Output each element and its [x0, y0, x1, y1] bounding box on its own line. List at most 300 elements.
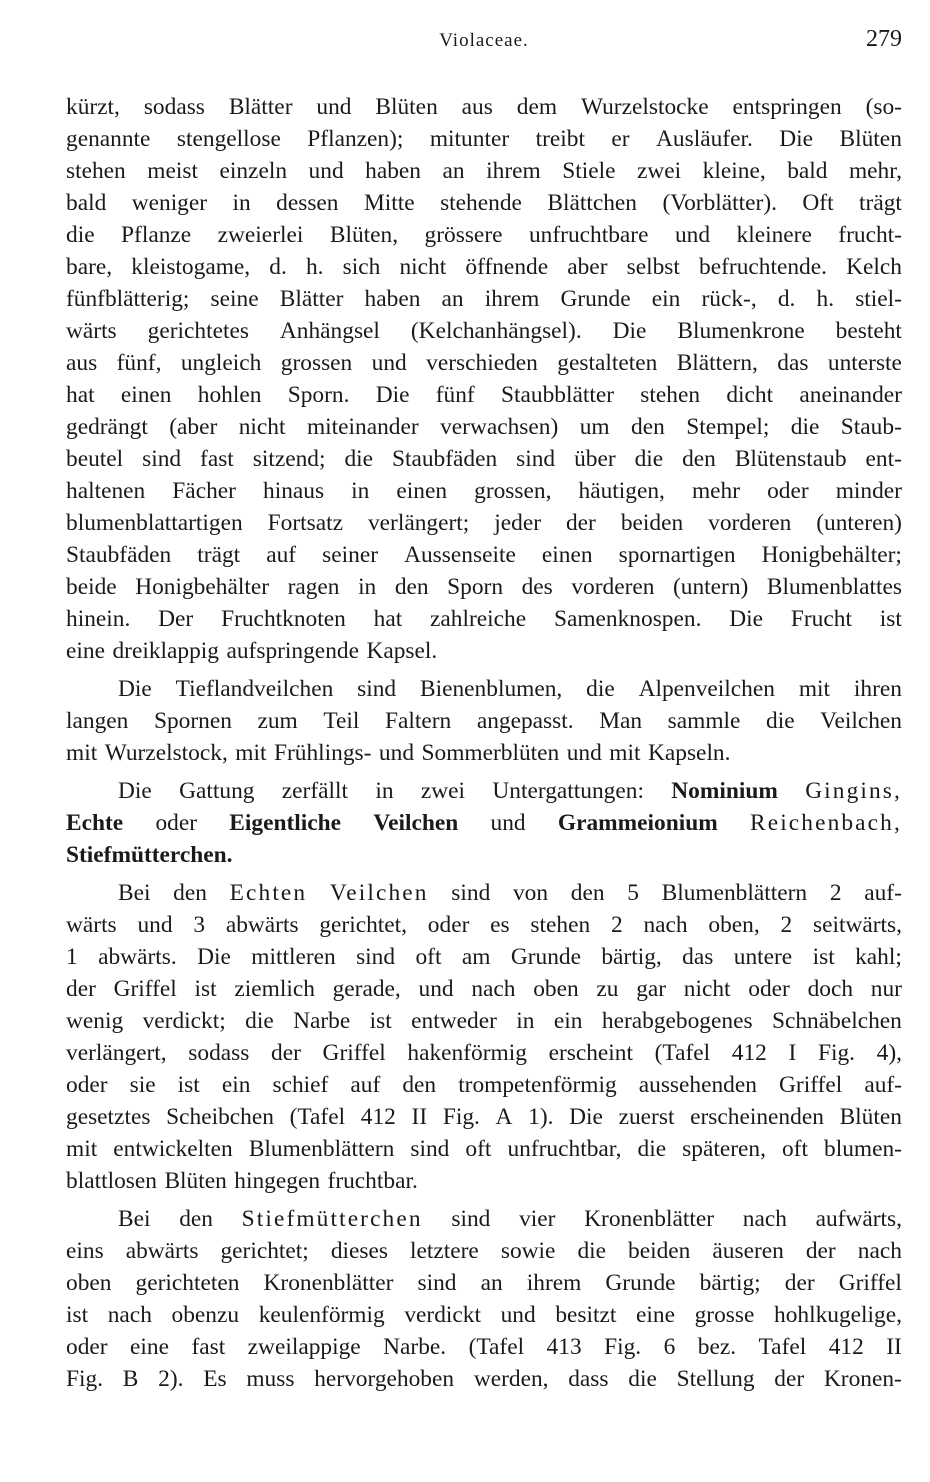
- word: Blättchen: [547, 190, 637, 216]
- word: bärtig;: [699, 1270, 761, 1296]
- word: oben: [66, 1270, 112, 1296]
- word: verlängert,: [66, 1040, 167, 1066]
- word: das: [777, 350, 809, 376]
- word: besitzt: [555, 1302, 617, 1328]
- word: Sporn.: [287, 382, 350, 408]
- word: 4),: [876, 1040, 902, 1066]
- word: letztere: [410, 1238, 479, 1264]
- word: bald: [787, 158, 828, 184]
- word: obenzu: [171, 1302, 240, 1328]
- word: mit: [798, 676, 831, 702]
- word: grössere: [424, 222, 503, 248]
- word: ein: [651, 286, 681, 312]
- body-text: [66, 91, 902, 1395]
- word: Untergattungen:: [492, 778, 644, 804]
- word: Blumenkrone: [677, 318, 805, 344]
- word: des: [521, 574, 553, 600]
- text-line: [66, 91, 902, 123]
- word: (untern): [672, 574, 749, 600]
- text-line: [66, 973, 902, 1005]
- word: Honigbehälter;: [761, 542, 902, 568]
- word: besteht: [835, 318, 902, 344]
- word: unfruchtbare: [528, 222, 649, 248]
- word: sind: [142, 446, 182, 472]
- word: 413: [546, 1334, 582, 1360]
- word: zahlreiche: [430, 606, 527, 632]
- word: Gattung: [179, 778, 255, 804]
- text-line: [66, 475, 902, 507]
- word: einen: [541, 542, 593, 568]
- word: verwachsen): [440, 414, 559, 440]
- text-line: [66, 1069, 902, 1101]
- word: Grammeionium: [557, 810, 718, 836]
- word: wenig: [66, 1008, 124, 1034]
- word: sie: [129, 1072, 156, 1098]
- word: Griffel: [322, 1040, 386, 1066]
- word: oben: [533, 976, 579, 1002]
- word: sind: [410, 1136, 450, 1162]
- text-line: [66, 603, 902, 635]
- word: h.: [816, 286, 835, 312]
- word: seine: [210, 286, 259, 312]
- word: das: [682, 944, 714, 970]
- word: II: [886, 1334, 902, 1360]
- word: und: [378, 740, 415, 766]
- word: Grunde: [560, 286, 631, 312]
- word: Honigbehälter: [135, 574, 270, 600]
- word: ent-: [865, 446, 902, 472]
- word: über: [574, 446, 616, 472]
- word: oft: [465, 1136, 492, 1162]
- word: Staubfäden: [391, 446, 498, 472]
- word: sind: [451, 880, 491, 906]
- word: ist: [66, 1302, 89, 1328]
- word: Grunde: [605, 1270, 676, 1296]
- word: Fortsatz: [267, 510, 344, 536]
- page-header: [66, 26, 902, 60]
- word: II: [411, 1104, 428, 1130]
- word: beutel: [66, 446, 124, 472]
- word: der: [784, 1270, 815, 1296]
- word: langen: [66, 708, 129, 734]
- text-line: [66, 1005, 902, 1037]
- word: eine: [130, 1334, 169, 1360]
- word: auf-: [864, 880, 902, 906]
- text-line: [66, 283, 902, 315]
- word: Stellung: [676, 1366, 755, 1392]
- word: hat: [373, 606, 403, 632]
- word: die: [634, 446, 664, 472]
- word: Veilchen: [329, 880, 429, 906]
- word: in: [351, 478, 370, 504]
- text-line: [66, 155, 902, 187]
- word: muss: [246, 1366, 295, 1392]
- word: kleistogame,: [131, 254, 251, 280]
- word: kürzt,: [66, 94, 120, 120]
- word: oder: [767, 478, 809, 504]
- word: aus: [461, 94, 493, 120]
- word: zwei: [420, 778, 466, 804]
- word: 2: [829, 880, 842, 906]
- word: den: [631, 414, 665, 440]
- word: Blätter: [279, 286, 344, 312]
- word: Sommerblüten: [421, 740, 560, 766]
- word: die: [577, 1238, 607, 1264]
- word: gerichtet;: [220, 1238, 309, 1264]
- word: und: [371, 350, 407, 376]
- word: nach: [742, 1206, 787, 1232]
- text-line: [66, 1203, 902, 1235]
- word: Der: [158, 606, 194, 632]
- text-line: [66, 705, 902, 737]
- word: spornartigen: [618, 542, 736, 568]
- word: einen: [120, 382, 172, 408]
- word: erscheinenden: [690, 1104, 824, 1130]
- word: sowie: [500, 1238, 556, 1264]
- word: an: [441, 286, 464, 312]
- word: angepasst.: [476, 708, 574, 734]
- word: fast: [191, 1334, 226, 1360]
- text-line: [66, 251, 902, 283]
- word: blumen-: [824, 1136, 902, 1162]
- text-line: [66, 411, 902, 443]
- word: ist: [369, 1008, 392, 1034]
- word: miteinander: [306, 414, 419, 440]
- word: haben: [365, 158, 422, 184]
- word: Spornen: [153, 708, 232, 734]
- word: gerichtet,: [319, 912, 408, 938]
- word: Faltern: [384, 708, 452, 734]
- text-line: [66, 1267, 902, 1299]
- text-line: [66, 1101, 902, 1133]
- word: aneinander: [799, 382, 902, 408]
- word: Die: [779, 126, 814, 152]
- word: verlängert;: [367, 510, 470, 536]
- text-line: [66, 443, 902, 475]
- word: (Tafel: [289, 1104, 346, 1130]
- word: oder: [427, 912, 470, 938]
- word: auf-: [864, 1072, 902, 1098]
- word: verschieden: [426, 350, 538, 376]
- word: Veilchen: [373, 810, 459, 836]
- word: 412: [731, 1040, 767, 1066]
- word: Veilchen: [820, 708, 902, 734]
- word: späteren,: [682, 1136, 766, 1162]
- word: (Kelchanhängsel).: [410, 318, 582, 344]
- word: stehen: [66, 158, 126, 184]
- word: hakenförmig: [407, 1040, 527, 1066]
- word: einzeln: [219, 158, 288, 184]
- word: (Vorblätter).: [662, 190, 777, 216]
- word: Reichenbach,: [750, 810, 902, 836]
- word: ziemlich: [234, 976, 315, 1002]
- word: Blättern,: [676, 350, 758, 376]
- word: der: [565, 510, 596, 536]
- word: grossen,: [474, 478, 552, 504]
- word: ihrem: [486, 158, 541, 184]
- word: ist: [879, 606, 902, 632]
- text-line: [66, 1331, 902, 1363]
- word: hinein.: [66, 606, 131, 632]
- word: meist: [147, 158, 198, 184]
- text-line: [66, 737, 902, 769]
- word: und: [137, 912, 173, 938]
- word: Eigentliche: [229, 810, 342, 836]
- word: hinaus: [263, 478, 325, 504]
- word: zweilappige: [247, 1334, 361, 1360]
- word: Blüten: [375, 94, 438, 120]
- word: die: [766, 708, 795, 734]
- word: oder: [66, 1072, 108, 1098]
- word: zum: [257, 708, 298, 734]
- word: d.: [777, 286, 796, 312]
- word: frucht-: [838, 222, 902, 248]
- word: weniger: [131, 190, 208, 216]
- word: nicht: [683, 976, 731, 1002]
- word: Man: [599, 708, 643, 734]
- word: dessen: [276, 190, 339, 216]
- word: blattlosen: [66, 1168, 157, 1194]
- word: sind: [451, 1206, 491, 1232]
- word: dicht: [726, 382, 774, 408]
- word: Kelch: [846, 254, 902, 280]
- word: bärtig,: [601, 944, 662, 970]
- word: seiner: [322, 542, 379, 568]
- word: den: [570, 880, 605, 906]
- word: Griffel: [779, 1072, 843, 1098]
- word: Wurzelstock,: [104, 740, 228, 766]
- word: Nominium: [671, 778, 778, 804]
- word: oder: [66, 1334, 108, 1360]
- word: jeder: [494, 510, 542, 536]
- word: Stiele: [562, 158, 616, 184]
- word: stehen: [530, 912, 591, 938]
- word: Stiefmütterchen.: [66, 842, 233, 868]
- text-line: [66, 315, 902, 347]
- word: trägt: [859, 190, 902, 216]
- word: fünfblätterig;: [66, 286, 190, 312]
- word: Fächer: [172, 478, 236, 504]
- word: ein: [553, 1008, 583, 1034]
- word: Die: [612, 318, 647, 344]
- word: sammle: [667, 708, 741, 734]
- word: 6: [663, 1334, 676, 1360]
- word: befruchtende.: [699, 254, 827, 280]
- word: doch: [807, 976, 854, 1002]
- word: zuerst: [618, 1104, 675, 1130]
- word: sind: [417, 1270, 457, 1296]
- word: kleine,: [702, 158, 766, 184]
- word: erscheint: [548, 1040, 633, 1066]
- word: fruchtbar.: [327, 1168, 418, 1194]
- page-number: 279: [866, 26, 902, 52]
- word: Echte: [66, 810, 124, 836]
- word: Fig.: [817, 1040, 856, 1066]
- word: Es: [203, 1366, 227, 1392]
- word: Tafel: [758, 1334, 807, 1360]
- word: (Tafel: [468, 1334, 525, 1360]
- word: Die: [569, 1104, 603, 1130]
- word: haltenen: [66, 478, 146, 504]
- word: 1).: [528, 1104, 554, 1130]
- word: grosse: [694, 1302, 755, 1328]
- text-line: [66, 379, 902, 411]
- word: entweder: [411, 1008, 497, 1034]
- word: hohlkugelige,: [774, 1302, 902, 1328]
- text-line: [66, 775, 902, 807]
- word: mitunter: [429, 126, 510, 152]
- word: Blumenblattes: [766, 574, 902, 600]
- word: dem: [516, 94, 558, 120]
- word: Kronen-: [823, 1366, 902, 1392]
- word: Blüten,: [329, 222, 399, 248]
- word: in: [375, 778, 394, 804]
- word: ist: [177, 1072, 200, 1098]
- word: herabgebogenes: [601, 1008, 753, 1034]
- word: 3: [193, 912, 206, 938]
- word: h.: [305, 254, 324, 280]
- word: oder: [748, 976, 790, 1002]
- word: sind: [516, 446, 556, 472]
- word: Fig.: [442, 1104, 480, 1130]
- word: mehr: [691, 478, 741, 504]
- word: die: [790, 414, 820, 440]
- word: auf: [266, 542, 297, 568]
- word: kleinere: [736, 222, 812, 248]
- word: Die: [118, 778, 152, 804]
- word: sodass: [188, 1040, 250, 1066]
- word: ist: [194, 976, 217, 1002]
- text-line: [66, 1235, 902, 1267]
- word: die: [245, 1008, 274, 1034]
- word: der: [271, 1040, 301, 1066]
- word: ihrem: [526, 1270, 582, 1296]
- word: Stempel;: [686, 414, 770, 440]
- word: aufwärts,: [815, 1206, 902, 1232]
- word: den: [179, 1206, 213, 1232]
- word: ist: [812, 944, 835, 970]
- text-line: [66, 219, 902, 251]
- word: untere: [733, 944, 793, 970]
- word: zerfällt: [281, 778, 349, 804]
- word: aber: [567, 254, 608, 280]
- word: eine: [66, 638, 105, 664]
- word: eine: [636, 1302, 675, 1328]
- word: die: [586, 676, 615, 702]
- word: genannte: [66, 126, 151, 152]
- word: abwärts: [225, 912, 299, 938]
- word: ungleich: [180, 350, 262, 376]
- word: Die: [729, 606, 764, 632]
- word: Fig.: [66, 1366, 104, 1392]
- word: an: [442, 158, 465, 184]
- word: Blätter: [228, 94, 293, 120]
- word: Die: [197, 944, 231, 970]
- word: ihrem: [484, 286, 540, 312]
- word: der: [774, 1366, 805, 1392]
- word: gerade,: [332, 976, 401, 1002]
- running-title: Violaceae.: [439, 30, 529, 51]
- word: beiden: [628, 1238, 691, 1264]
- word: 1: [66, 944, 78, 970]
- word: und: [500, 1302, 536, 1328]
- word: Blütenstaub: [734, 446, 847, 472]
- word: die: [628, 1366, 657, 1392]
- word: die: [66, 222, 95, 248]
- word: grossen: [280, 350, 353, 376]
- word: gedrängt: [66, 414, 148, 440]
- word: fünf: [435, 382, 475, 408]
- word: (Tafel: [654, 1040, 711, 1066]
- word: hohlen: [197, 382, 262, 408]
- word: verdickt: [404, 1302, 481, 1328]
- word: auf: [350, 1072, 381, 1098]
- word: Wurzelstocke: [580, 94, 709, 120]
- word: blumenblattartigen: [66, 510, 243, 536]
- word: Die: [118, 676, 152, 702]
- word: entspringen: [732, 94, 842, 120]
- word: den: [682, 446, 716, 472]
- text-line: [66, 1133, 902, 1165]
- word: Oft: [802, 190, 834, 216]
- text-line: [66, 839, 902, 871]
- word: dreiklappig: [112, 638, 219, 664]
- word: vorderen: [708, 510, 792, 536]
- word: Grunde: [510, 944, 581, 970]
- word: Frühlings-: [273, 740, 372, 766]
- word: stehen: [640, 382, 701, 408]
- word: unterste: [827, 350, 902, 376]
- word: Staubblätter: [501, 382, 615, 408]
- word: 412: [828, 1334, 864, 1360]
- word: nur: [870, 976, 902, 1002]
- word: Gingins,: [805, 778, 902, 804]
- word: oft: [415, 944, 442, 970]
- word: mit: [235, 740, 267, 766]
- word: die: [637, 1136, 667, 1162]
- word: dass: [568, 1366, 609, 1392]
- word: und: [316, 94, 352, 120]
- word: in: [232, 190, 251, 216]
- word: Die: [375, 382, 410, 408]
- word: aussehenden: [638, 1072, 757, 1098]
- word: kahl;: [855, 944, 902, 970]
- word: hat: [66, 382, 95, 408]
- word: Teil: [323, 708, 360, 734]
- word: ein: [221, 1072, 251, 1098]
- word: nach: [471, 976, 516, 1002]
- word: und: [418, 976, 454, 1002]
- word: den: [173, 880, 207, 906]
- word: aus: [66, 350, 98, 376]
- word: fünf,: [116, 350, 162, 376]
- word: unfruchtbar,: [507, 1136, 622, 1162]
- word: Kapseln.: [647, 740, 731, 766]
- word: 2).: [158, 1366, 184, 1392]
- word: er: [611, 126, 630, 152]
- word: trägt: [197, 542, 241, 568]
- word: mehr,: [848, 158, 902, 184]
- word: oben,: [708, 912, 760, 938]
- word: (unteren): [816, 510, 902, 536]
- word: in: [516, 1008, 535, 1034]
- word: Staub-: [840, 414, 902, 440]
- word: seitwärts,: [812, 912, 902, 938]
- word: äuseren: [712, 1238, 784, 1264]
- word: B: [122, 1366, 139, 1392]
- word: Blumenblättern: [248, 1136, 395, 1162]
- word: (so-: [865, 94, 902, 120]
